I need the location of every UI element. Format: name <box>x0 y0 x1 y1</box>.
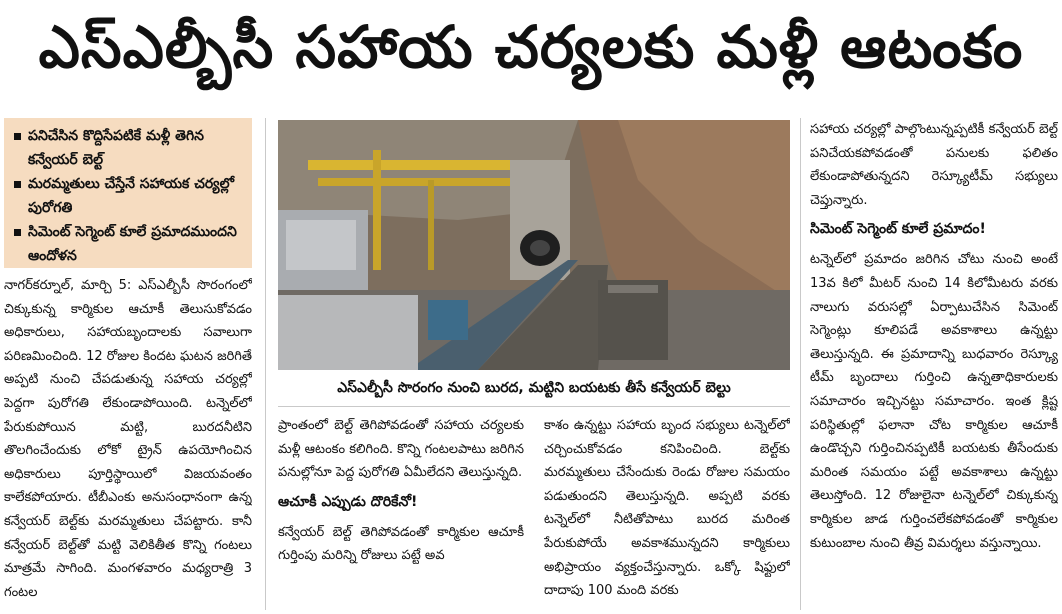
highlight-item <box>12 124 244 172</box>
article-paragraph: కన్వేయర్ బెల్ట్ తెగిపోవడంతో కార్మికుల ఆచూకీ గుర్తింపు మరిన్ని రోజులు పట్టే అవ <box>278 524 524 564</box>
highlight-text: సిమెంట్ సెగ్మెంట్ కూలే ప్రమాదముందని ఆందోళన <box>28 224 237 264</box>
column-divider <box>265 118 266 610</box>
photo-caption: ఎస్ఎల్బీసీ సొరంగం నుంచి బురద, మట్టిని బయటకు తీసే కన్వేయర్ బెల్టు <box>337 379 731 396</box>
bullet-icon <box>14 229 21 236</box>
bullet-icon <box>14 133 21 140</box>
column-divider <box>800 118 801 610</box>
article-paragraph: నాగర్‌కర్నూల్, మార్చి 5: ఎస్ఎల్బీసీ సొరంగంలో చిక్కుకున్న కార్మికుల ఆచూకీ తెలుసుకోవడం అధికారులు, సహాయబృందాలకు సవాలుగా పరిణమించింది. 12 రోజుల కిందట ఘటన జరిగితే అప్పటి నుంచి చేపడుతున్న సహాయ చర్యల్లో పెద్దగా పురోగతి లేకుండాపోయింది. టన్నెల్‌లో పేరుకుపోయిన మట్టి, బురదనీటిని తొలగించేందుకు లోకో ట్రైన్ ఉపయోగించిన అధికారులు పూర్తిస్థాయిలో విజయవంతం కాలేకపోయారు. టీబీఎంకు అనుసంధానంగా ఉన్న కన్వేయర్ బెల్ట్‌కు మరమ్మతులు చేపట్టారు. కానీ కన్వేయర్ బెల్ట్‌తో మట్టి వెలికితీత కొన్ని గంటలు మాత్రమే సాగింది. మంగళవారం మధ్యరాత్రి 3 గంటల <box>4 278 252 600</box>
highlight-text: పనిచేసిన కొద్దిసేపటికే మళ్లీ తెగిన కన్వేయర్ బెల్ట్ <box>28 128 204 168</box>
headline: ఎస్ఎల్బీసీ సహాయ చర్యలకు మళ్లీ ఆటంకం <box>38 12 1024 81</box>
article-paragraph: కాశం ఉన్నట్టు సహాయ బృంద సభ్యులు టన్నెల్‌లో చర్చించుకోవడం కనిపించింది. బెల్ట్‌కు మరమ్మతులు చేసేందుకు రెండు రోజుల సమయం పడుతుందని తెలుస్తున్నది. అప్పటి వరకు టన్నెల్‌లో నీటితోపాటు బురద మరింత పేరుకుపోయే అవకాశమున్నదని కార్మికులు అభిప్రాయం వ్యక్తంచేస్తున్నారు. ఒక్కో షిఫ్టులో దాదాపు 100 మంది వరకు <box>544 418 790 599</box>
tunnel-site-photo <box>278 120 790 370</box>
highlight-text: మరమ్మతులు చేస్తేనే సహాయక చర్యల్లో పురోగతి <box>28 176 235 216</box>
article-paragraph: సహాయ చర్యల్లో పాల్గొంటున్నప్పటికీ కన్వేయర్ బెల్ట్ పనిచేయకపోవడంతో పనులకు ఫలితం లేకుండాపోతున్నదని రెస్క్యూటీమ్ సభ్యులు చెప్తున్నారు. <box>810 122 1058 208</box>
article-column-4 <box>810 118 1058 610</box>
article-column-2 <box>278 414 524 610</box>
highlight-item <box>12 220 244 268</box>
news-photo <box>278 120 790 370</box>
highlights-list <box>12 124 244 268</box>
caption-divider <box>278 406 790 407</box>
article-paragraph: ప్రాంతంలో బెల్ట్ తెగిపోవడంతో సహాయ చర్యలకు మళ్లీ ఆటంకం కలిగింది. కొన్ని గంటలపాటు జరిగిన పనుల్లోనూ పెద్ద పురోగతి ఏమీలేదని తెలుస్తున్నది. <box>278 418 524 481</box>
bullet-icon <box>14 181 21 188</box>
highlights-box <box>4 118 252 268</box>
article-column-3 <box>544 414 790 610</box>
highlight-item <box>12 172 244 220</box>
article-paragraph: టన్నెల్‌లో ప్రమాదం జరిగిన చోటు నుంచి అంటే 13వ కిలో మీటర్ నుంచి 14 కిలోమీటరు వరకు నాలుగు వరుసల్లో ఏర్పాటుచేసిన సిమెంట్ సెగ్మెంట్లు కూలిపడే అవకాశాలు ఉన్నట్టు తెలుస్తున్నది. ఈ ప్రమాదాన్ని బుధవారం రెస్క్యూ టీమ్ బృందాలు గుర్తించి ఉన్నతాధికారులకు సమాచారం ఇచ్చినట్టు సమాచారం. ఇంత క్లిష్ట పరిస్థితుల్లో ఫలానా చోట కార్మికుల ఆచూకీ ఉండొచ్చని గుర్తించినప్పటికీ బయటకు తీసేందుకు మరింత సమయం పట్టే అవకాశాలు ఉన్నట్టు తెలుస్తోంది. 12 రోజులైనా టన్నెల్‌లో చిక్కుకున్న కార్మికుల జాడ గుర్తించలేకపోవడంతో కార్మికుల కుటుంబాల నుంచి తీవ్ర విమర్శలు వస్తున్నాయి. <box>810 252 1058 551</box>
article-column-1 <box>4 274 252 610</box>
subheading: ఆచూకీ ఎప్పుడు దొరికేనో! <box>278 493 418 510</box>
subheading: సిమెంట్ సెగ్మెంట్ కూలే ప్రమాదం! <box>810 221 986 238</box>
